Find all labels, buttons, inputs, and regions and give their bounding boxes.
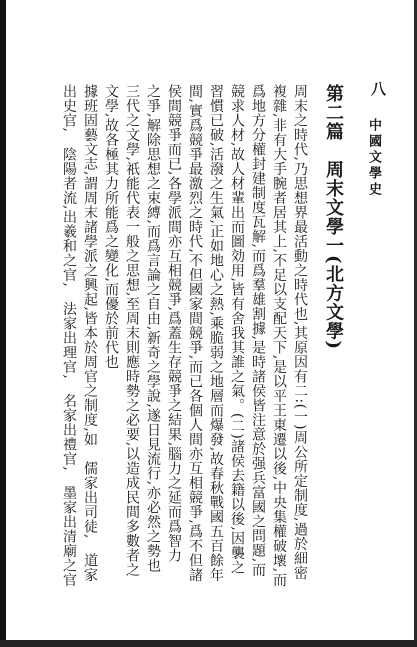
text-column: 侯間競爭而已,各學派間亦互相競爭,爲蓋生存競爭之結果,腦力之延而爲智力	[166, 84, 182, 563]
scan-border-bottom	[0, 640, 417, 647]
text-column: 爲地方分權封建制度瓦解,而爲羣雄割據,是時諸侯皆注意於强兵富國之問題,而	[250, 84, 266, 578]
text-column: 出史官, 陰陽者流,出羲和之官, 法家出理官, 名家出禮官, 墨家出清廟之官	[61, 84, 77, 588]
text-column: 文學,故各極其力所能爲之變化,而優於前代也	[103, 84, 119, 370]
page-number: 八	[371, 80, 387, 98]
text-column: 競求人材,故人材輩出而圖効用,皆有舍我其誰之氣。(二)諸侯去籍以後,因襲之	[229, 84, 245, 575]
chapter-title: 第二篇 周末文學一(北方文學)	[323, 84, 344, 351]
running-head: 中國文學史	[366, 118, 381, 198]
text-column: 據班固藝文志,謂周末諸學派之興起,皆本於周官之制度,如 儒家出司徒, 道家	[82, 84, 98, 583]
text-column: 間,實爲競爭最激烈之時代,不但國家間競爭,而已各個人間亦互相競爭,爲不但諸	[187, 84, 203, 583]
text-column: 三代之文學,祇能代表一般之思想,至周末則應時勢之必要,以造成民間多數者之	[124, 84, 140, 578]
main-text	[20, 84, 350, 604]
text-column: 複雜,非有大手腕者居其上,不足以支配天下,是以平王東遷以後,中央集權破壞,而	[271, 84, 287, 588]
text-column: 習慣已破,活潑之生氣,正如地心之熱,乘脆弱之地層而爆發,故春秋戰國五百餘年	[208, 84, 224, 583]
text-column: 周末之時代,乃思想界最活動之時代也,其原因有二:(一)周公所定制度,過於細密	[292, 84, 308, 580]
text-column: 之爭,解除思想之束縛,而爲言論之自由,新奇之學說,遂日見流行,亦必然之勢也	[145, 84, 161, 573]
scan-border-left	[0, 0, 6, 647]
